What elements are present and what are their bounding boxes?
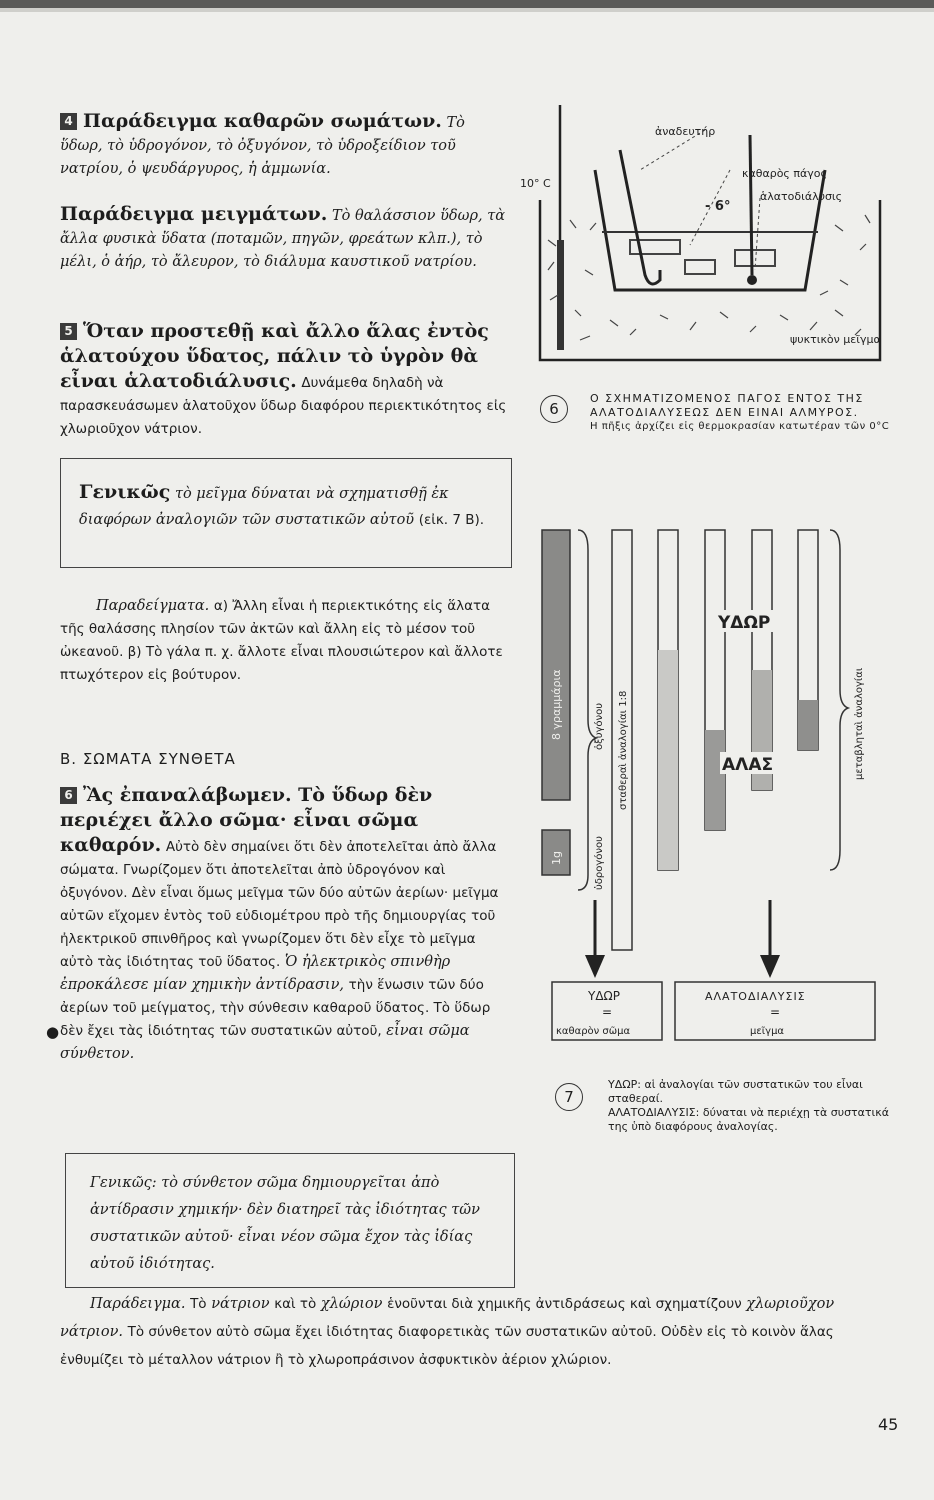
label-pure-ice: καθαρὸς πάγος (742, 167, 827, 180)
section-4 (60, 110, 510, 181)
label-oxygen: ὀξυγόνου (594, 702, 605, 750)
label-minus6: - 6° (705, 199, 731, 214)
bottom-italic-1: νάτριον (211, 1296, 270, 1312)
section-6-title: Ἂς ἐπαναλάβωμεν. Τὸ ὕδωρ δὲν περιέχει ἄλλο σῶμα· εἶναι σῶμα καθαρόν. (60, 784, 433, 856)
examples-lead: Παραδείγματα. (96, 598, 210, 614)
page-number: 45 (878, 1415, 899, 1434)
label-fixed-ratio: σταθεραὶ ἀναλογίαι 1:8 (618, 690, 629, 810)
mixtures-text: Τὸ θαλάσσιον ὕδωρ, τὰ ἄλλα φυσικὰ ὕδατα (ποταμῶν, πηγῶν, φρεάτων κλπ.), τὸ μέλι, ὁ ἀήρ, τὸ ἄλευρον, τὸ διάλυμα καυστικοῦ νατρίου. (60, 208, 506, 270)
summary-lead: Γενικῶς (79, 481, 171, 503)
arrow-left-head (585, 955, 605, 978)
section-number-4: 4 (60, 113, 77, 130)
label-10c: 10° C (520, 177, 551, 190)
summary-box-compound (65, 1153, 515, 1288)
section-5 (60, 320, 510, 441)
caption-brine-text: δύναται νὰ περιέχῃ τὰ συστατικά της ὑπὸ διαφόρους ἀναλογίας. (608, 1106, 889, 1133)
examples-text: α) Ἄλλη εἶναι ἡ περιεκτικότης εἰς ἅλατα τῆς θαλάσσης πλησίον τῶν ἀκτῶν καὶ ἄλλη εἰς τὸ μέσον τοῦ ὠκεανοῦ. β) Τὸ γάλα π. χ. ἄλλοτε εἶναι πλουσιώτερον καὶ ἄλλοτε πτωχότερον εἰς βούτυρον. (60, 598, 503, 683)
label-freezing-mixture: ψυκτικὸν μεῖγμα (790, 333, 881, 346)
result-brine-title: ΑΛΑΤΟΔΙΑΛΥΣΙΣ (705, 990, 806, 1003)
bottom-text-2: καὶ τὸ (274, 1296, 317, 1312)
page-top-shadow (0, 8, 934, 12)
result-water-eq: = (602, 1005, 613, 1019)
figure-6-diagram (520, 100, 900, 385)
section-b-heading: Β. ΣΩΜΑΤΑ ΣΥΝΘΕΤΑ (60, 750, 236, 768)
bottom-text-1: Τὸ (190, 1296, 207, 1312)
summary-text: τὸ μεῖγμα δύναται νὰ σχηματισθῇ ἐκ διαφόρων ἀναλογιῶν τῶν συστατικῶν αὐτοῦ (79, 486, 449, 528)
bar-solution-4-fill (798, 700, 818, 750)
label-water: ΥΔΩΡ (718, 613, 771, 633)
section-5-title: Ὅταν προστεθῇ καὶ ἄλλο ἅλας ἐντὸς ἁλατούχου ὕδατος, πάλιν τὸ ὑγρὸν θὰ εἶναι ἁλατοδιάλυσις. (60, 320, 489, 392)
ice-piece-3 (735, 250, 775, 266)
caption-water-lead: ΥΔΩΡ: (608, 1078, 641, 1091)
caption-brine-lead: ΑΛΑΤΟΔΙΑΛΥΣΙΣ: (608, 1106, 700, 1119)
mixtures-title: Παράδειγμα μειγμάτων. (60, 203, 328, 225)
section-6-text: Αὐτὸ δὲν σημαίνει ὅτι δὲν ἀποτελεῖται ἀπὸ ἄλλα σώματα. Γνωρίζομεν ὅτι ἀποτελεῖται ἀπὸ ὑδρογόνον καὶ ὀξυγόνον. Δὲν εἶναι ὅμως μεῖγμα τῶν δύο αὐτῶν ἀερίων· μεῖγμα αὐτῶν εἴχομεν ἐντὸς τοῦ εὐδιομέτρου πρὸ τῆς δημιουργίας τοῦ ἠλεκτρικοῦ σπινθῆρος καὶ γνωρίζομεν ὅτι δὲν εἶχε τὸ μεῖγμα αὐτὸ τὰς ἰδιότητας τοῦ ὕδατος. (60, 839, 499, 970)
inner-beaker (595, 170, 825, 290)
stirrer (620, 150, 660, 284)
arrow-right-head (760, 955, 780, 978)
result-water-title: ΥΔΩΡ (588, 989, 620, 1003)
examples-paragraph (60, 595, 512, 687)
bullet-mark: ● (46, 1023, 60, 1041)
caption-water-text: αἱ ἀναλογίαι τῶν συστατικῶν του εἶναι σταθεραί. (608, 1078, 863, 1105)
thermometer-bulb (557, 240, 564, 350)
label-stirrer: ἀναδευτήρ (655, 125, 716, 138)
result-brine-eq: = (770, 1005, 781, 1019)
section-6-italic2: εἶναι σῶμα σύνθετον. (60, 1023, 470, 1062)
bottom-text-3: ἑνοῦνται διὰ χημικῆς ἀντιδράσεως καὶ σχηματίζουν (387, 1296, 742, 1312)
bottom-text-4: Τὸ σύνθετον αὐτὸ σῶμα ἔχει ἰδιότητας διαφορετικὰς τῶν συστατικῶν αὐτοῦ. Οὐδὲν εἰς τὸ κοινὸν ἅλας ἐνθυμίζει τὸ μέταλλον νάτριον ἢ τὸ χλωροπράσινον ἀσφυκτικὸν ἀέριον χλώριον. (60, 1324, 834, 1368)
section-6-text2: τὴν ἕνωσιν τῶν δύο ἀερίων τοῦ μείγματος, τὴν σύνθεσιν καθαροῦ ὕδατος. Τὸ ὕδωρ δὲν ἔχει τὰς ἰδιότητας τῶν συστατικῶν αὐτοῦ, (60, 977, 491, 1039)
bar-8g-oxygen (542, 530, 570, 800)
result-brine-sub: μεῖγμα (750, 1026, 785, 1037)
freezing-mixture-hatch (548, 215, 870, 340)
label-1g: 1g (550, 851, 563, 865)
section-6 (60, 784, 512, 1066)
bar-solution-1-fill (658, 650, 678, 870)
result-water-sub: καθαρὸν σῶμα (556, 1026, 631, 1037)
bottom-paragraph-text (60, 1290, 900, 1374)
figure-6-caption-text: Η πῆξις ἀρχίζει εἰς θερμοκρασίαν κατωτέραν τῶν 0°C (590, 421, 890, 432)
figure-6-number: 6 (540, 395, 568, 423)
figure-6-caption-title: Ο ΣΧΗΜΑΤΙΖΟΜΕΝΟΣ ΠΑΓΟΣ ΕΝΤΟΣ ΤΗΣ ΑΛΑΤΟΔΙΑΛΥΣΕΩΣ ΔΕΝ ΕΙΝΑΙ ΑΛΜΥΡΟΣ. (590, 392, 864, 419)
figure-7-diagram (530, 520, 900, 1050)
inner-thermometer-bulb (747, 275, 757, 285)
figure-7-caption (608, 1078, 898, 1134)
summary-box-mixture (60, 458, 512, 568)
figure-reference: (εἰκ. 7 Β). (418, 512, 485, 528)
bottom-lead: Παράδειγμα. (90, 1296, 186, 1312)
figure-7-caption-water (608, 1078, 898, 1106)
page-top-edge (0, 0, 934, 8)
label-salt: ΑΛΑΣ (722, 755, 774, 775)
label-variable-ratio: μεταβληταὶ ἀναλογίαι (854, 667, 865, 780)
bottom-paragraph (60, 1290, 900, 1374)
section-4-text: Τὸ ὕδωρ, τὸ ὑδρογόνον, τὸ ὀξυγόνον, τὸ ὑδροξείδιον τοῦ νατρίου, ὁ ψευδάργυρος, ἡ ἀμμωνία. (60, 115, 465, 177)
label-brine: ἁλατοδιάλυσις (760, 190, 843, 203)
figure-6-caption (590, 392, 890, 434)
bar-solution-2-fill (705, 730, 725, 830)
label-hydrogen: ὑδρογόνου (594, 836, 605, 890)
brine-pointer (755, 198, 760, 270)
bottom-italic-3: χλωριοῦχον νάτριον. (60, 1296, 835, 1340)
right-brace (830, 530, 848, 870)
bottom-italic-2: χλώριον (320, 1296, 383, 1312)
section-6-italic: Ὁ ἠλεκτρικὸς σπινθὴρ ἐπροκάλεσε μίαν χημικὴν ἀντίδρασιν, (60, 954, 451, 993)
section-number-5: 5 (60, 323, 77, 340)
figure-7-caption-brine (608, 1106, 898, 1134)
inner-thermometer (750, 135, 752, 275)
section-number-6: 6 (60, 787, 77, 804)
summary-box-compound-text: Γενικῶς: τὸ σύνθετον σῶμα δημιουργεῖται ἀπὸ ἀντίδρασιν χημικήν· δὲν διατηρεῖ τὰς ἰδιότητας τῶν συστατικῶν αὐτοῦ· εἶναι νέον σῶμα ἔχον τὰς ἰδίας αὐτοῦ ἰδιότητας. (90, 1175, 480, 1272)
figure-7-number: 7 (555, 1083, 583, 1111)
section-4-title: Παράδειγμα καθαρῶν σωμάτων. (83, 110, 442, 132)
section-4-mixtures (60, 203, 510, 274)
section-5-text: Δυνάμεθα δηλαδὴ νὰ παρασκευάσωμεν ἁλατοῦχον ὕδωρ διαφόρου περιεκτικότητος εἰς χλωριοῦχον νάτριον. (60, 375, 507, 437)
summary-box-mixture-text (79, 479, 493, 533)
label-8g: 8 γραμμάρια (550, 669, 563, 740)
ice-piece-2 (685, 260, 715, 274)
